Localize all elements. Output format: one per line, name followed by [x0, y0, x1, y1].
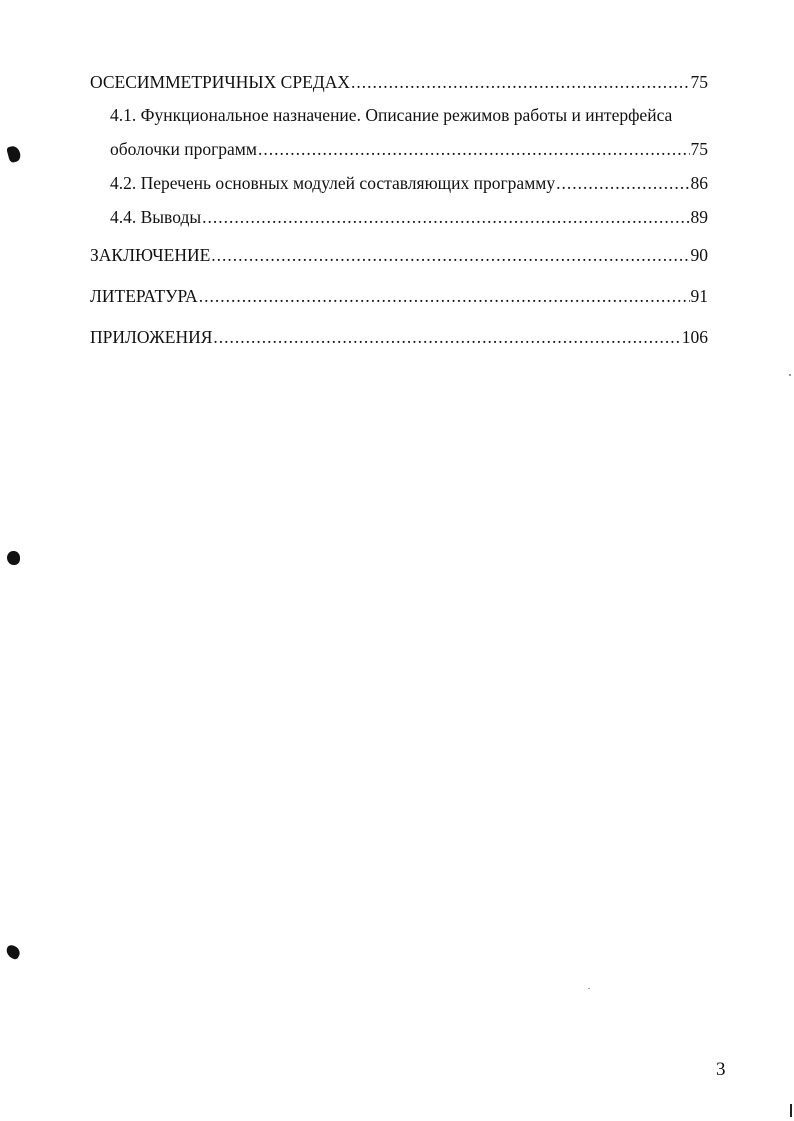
dot-leader	[351, 70, 690, 95]
table-of-contents	[90, 70, 708, 350]
dot-leader	[556, 171, 689, 196]
toc-entry-title: 4.2. Перечень основных модулей составляющих программу	[110, 173, 556, 193]
toc-entry-title-line1: 4.1. Функциональное назначение. Описание режимов работы и интерфейса	[110, 105, 673, 125]
toc-entry	[90, 70, 708, 95]
scan-artifact	[6, 145, 22, 164]
scan-artifact	[7, 551, 20, 565]
dot-leader	[211, 243, 689, 268]
toc-entry-title: ЛИТЕРАТУРА	[90, 286, 198, 306]
toc-entry-page: 106	[681, 327, 708, 347]
toc-entry	[110, 137, 708, 162]
toc-entry-title: ОСЕСИММЕТРИЧНЫХ СРЕДАХ	[90, 72, 350, 92]
toc-entry-page: 91	[690, 286, 708, 306]
toc-entry	[90, 284, 708, 309]
toc-entry-page: 86	[690, 173, 708, 193]
dot-leader	[202, 205, 689, 230]
toc-entry-title: 4.4. Выводы	[110, 207, 202, 227]
toc-entry	[90, 243, 708, 268]
scan-artifact	[789, 374, 791, 376]
toc-entry-page: 75	[690, 139, 708, 159]
toc-entry	[110, 205, 708, 230]
toc-entry-page: 90	[690, 245, 708, 265]
dot-leader	[258, 137, 690, 162]
page-number: 3	[716, 1059, 726, 1080]
toc-entry-title: ЗАКЛЮЧЕНИЕ	[90, 245, 211, 265]
toc-entry	[90, 325, 708, 350]
scan-artifact	[4, 944, 22, 961]
dot-leader	[199, 284, 690, 309]
scan-artifact	[790, 1104, 792, 1117]
toc-entry-page: 75	[690, 72, 708, 92]
toc-entry	[110, 171, 708, 196]
toc-entry-title: ПРИЛОЖЕНИЯ	[90, 327, 213, 347]
scan-artifact	[588, 988, 590, 989]
toc-entry-page: 89	[690, 207, 708, 227]
toc-entry-title-line2: оболочки программ	[110, 139, 257, 159]
dot-leader	[213, 325, 680, 350]
